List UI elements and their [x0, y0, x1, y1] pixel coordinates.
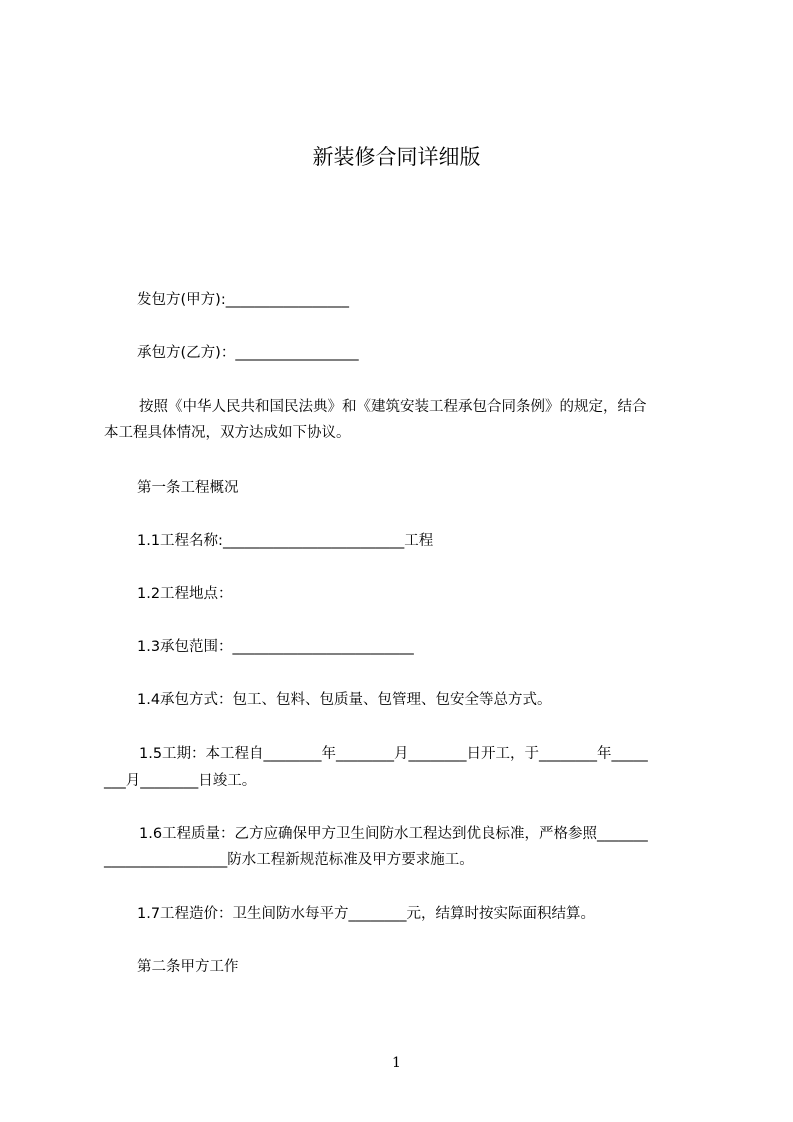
- item-1-6-line-1: 1.6工程质量：乙方应确保甲方卫生间防水工程达到优良标准，严格参照_______: [139, 826, 648, 842]
- item-1-7: 1.7工程造价：卫生间防水每平方________元，结算时按实际面积结算。: [137, 906, 596, 922]
- page-number: 1: [392, 1055, 401, 1071]
- document-title: 新装修合同详细版: [312, 145, 481, 169]
- item-1-6-line-2: _________________防水工程新规范标准及甲方要求施工。: [104, 852, 474, 868]
- item-1-4: 1.4承包方式：包工、包料、包质量、包管理、包安全等总方式。: [137, 692, 552, 708]
- item-1-1: 1.1工程名称:_________________________工程: [137, 533, 434, 549]
- item-1-3: 1.3承包范围：_________________________: [137, 639, 414, 655]
- item-1-2: 1.2工程地点：: [137, 586, 233, 602]
- item-1-5-line-2: ___月________日竣工。: [104, 773, 257, 789]
- item-1-5-line-1: 1.5工期：本工程自________年________月________日开工，于________年_____: [139, 746, 648, 762]
- preamble-line-1: 按照《中华人民共和国民法典》和《建筑安装工程承包合同条例》的规定，结合: [139, 399, 647, 415]
- party-a-line: 发包方(甲方):_________________: [137, 292, 349, 308]
- article-1-heading: 第一条工程概况: [137, 480, 239, 496]
- preamble-line-2: 本工程具体情况，双方达成如下协议。: [104, 425, 351, 441]
- party-b-line: 承包方(乙方)：_________________: [137, 345, 359, 361]
- article-2-heading: 第二条甲方工作: [137, 959, 239, 975]
